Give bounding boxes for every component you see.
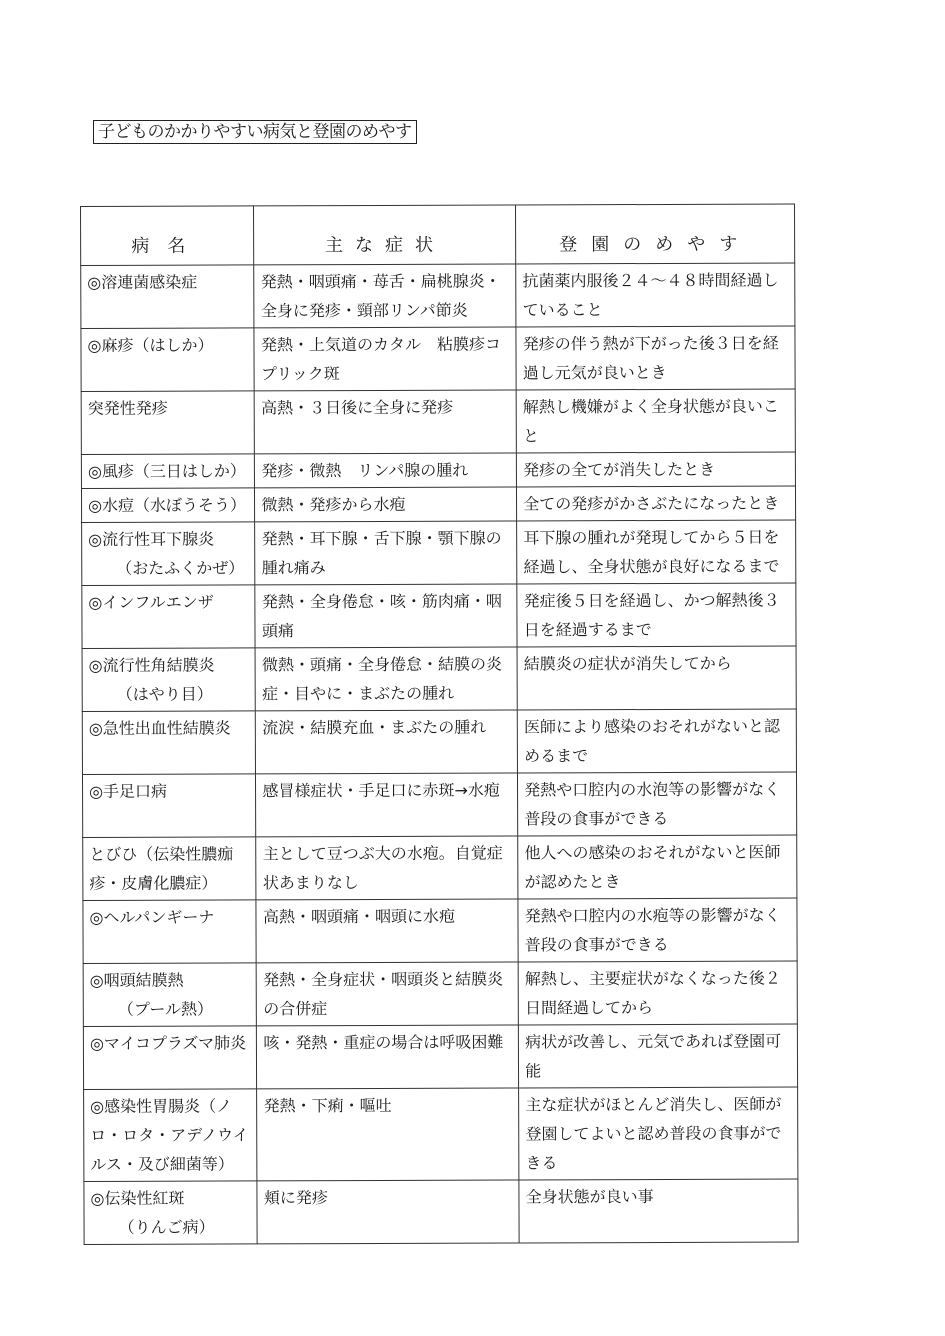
symptoms-cell: 発熱・上気道のカタル 粘膜疹コプリック斑: [254, 327, 516, 391]
table-row: [81, 263, 795, 328]
symptoms-cell: 発熱・下痢・嘔吐: [257, 1088, 519, 1181]
table-row: [81, 452, 795, 488]
symptoms-cell: 発熱・咽頭痛・苺舌・扁桃腺炎・全身に発疹・頸部リンパ節炎: [254, 264, 516, 328]
table-row: [82, 709, 796, 774]
disease-name-cell: [82, 585, 256, 649]
disease-name-line: ◎ヘルパンギーナ: [89, 907, 215, 927]
header-symptoms: 主な症状: [254, 205, 516, 265]
disease-name-cell: [83, 837, 257, 901]
disease-name-cell: [83, 900, 257, 964]
disease-name-cell: [83, 1026, 257, 1090]
disease-table: [80, 204, 799, 1245]
header-guideline: 登園のめやす: [516, 204, 795, 264]
table-row: [83, 835, 797, 900]
symptoms-cell: 感冒様症状・手足口に赤斑→水疱: [256, 773, 518, 837]
table-row: [81, 486, 795, 522]
disease-name-cell: [82, 648, 256, 712]
disease-name-line: ◎流行性角結膜炎: [88, 655, 215, 675]
table-row: [83, 961, 797, 1026]
symptoms-cell: 主として豆つぶ大の水疱。自覚症状あまりなし: [256, 836, 518, 900]
guideline-cell: 医師により感染のおそれがないと認めるまで: [517, 709, 796, 773]
guideline-cell: 発熱や口腔内の水疱等の影響がなく普段の食事ができる: [518, 898, 797, 962]
guideline-cell: 耳下腺の腫れが発現してから５日を経過し、全身状態が良好になるまで: [517, 520, 796, 584]
disease-name-line: （はやり目）: [116, 684, 213, 704]
disease-name-line: とびひ（伝染性膿痂疹・皮膚化膿症）: [89, 844, 234, 893]
disease-name-cell: [81, 488, 255, 523]
guideline-cell: 解熱し、主要症状がなくなった後２日間経過してから: [518, 961, 797, 1025]
disease-name-cell: [81, 328, 255, 392]
disease-name-line: ◎インフルエンザ: [88, 592, 214, 612]
symptoms-cell: 発疹・微熱 リンパ腺の腫れ: [255, 453, 517, 488]
table-row: [82, 772, 796, 837]
disease-name-line: ◎感染性胃腸炎（ノロ・ロタ・アデノウイルス・及び細菌等）: [90, 1096, 249, 1174]
disease-name-line: ◎急性出血性結膜炎: [88, 718, 231, 738]
guideline-cell: 発疹の伴う熱が下がった後３日を経過し元気が良いとき: [516, 326, 795, 390]
disease-name-cell: [84, 1181, 258, 1245]
symptoms-cell: 高熱・咽頭痛・咽頭に水疱: [256, 899, 518, 963]
guideline-cell: 主な症状がほとんど消失し、医師が登園してよいと認め普段の食事ができる: [519, 1087, 798, 1180]
symptoms-cell: 発熱・全身倦怠・咳・筋肉痛・咽頭痛: [255, 584, 517, 648]
guideline-cell: 全ての発疹がかさぶたになったとき: [517, 486, 796, 521]
symptoms-cell: 流涙・結膜充血・まぶたの腫れ: [256, 710, 518, 774]
disease-name-line: （りんご病）: [118, 1217, 215, 1237]
symptoms-cell: 微熱・頭痛・全身倦怠・結膜の炎症・目やに・まぶたの腫れ: [255, 647, 517, 711]
header-disease: 病名: [81, 206, 255, 266]
disease-name-cell: [82, 522, 256, 586]
guideline-cell: 病状が改善し、元気であれば登園可能: [519, 1024, 798, 1088]
guideline-cell: 発熱や口腔内の水泡等の影響がなく普段の食事ができる: [518, 772, 797, 836]
guideline-cell: 発症後５日を経過し、かつ解熱後３日を経過するまで: [517, 583, 796, 647]
document-title: 子どものかかりやすい病気と登園のめやす: [93, 120, 417, 144]
table-row: [81, 389, 795, 454]
disease-name-line: ◎咽頭結膜熱: [89, 970, 184, 990]
disease-name-line: ◎麻疹（はしか）: [87, 335, 214, 355]
guideline-cell: 全身状態が良い事: [519, 1179, 798, 1243]
symptoms-cell: 発熱・全身症状・咽頭炎と結膜炎の合併症: [257, 962, 519, 1026]
table-row: [83, 898, 797, 963]
disease-name-line: ◎流行性耳下腺炎: [88, 529, 215, 549]
table-row: [82, 646, 796, 711]
symptoms-cell: 微熱・発疹から水疱: [255, 487, 517, 522]
disease-name-line: ◎溶連菌感染症: [87, 272, 198, 292]
disease-name-line: ◎水痘（水ぼうそう）: [88, 495, 247, 515]
disease-name-line: ◎伝染性紅斑: [90, 1188, 185, 1208]
disease-name-cell: [81, 265, 255, 329]
table-row: [84, 1179, 798, 1244]
disease-name-line: 突発性発疹: [87, 398, 168, 418]
guideline-cell: 発疹の全てが消失したとき: [517, 452, 796, 487]
disease-name-cell: [82, 774, 256, 838]
disease-name-line: ◎風疹（三日はしか）: [87, 461, 246, 481]
table-row: [81, 326, 795, 391]
guideline-cell: 他人への感染のおそれがないと医師が認めたとき: [518, 835, 797, 899]
disease-name-line: （プール熱）: [117, 999, 214, 1019]
disease-name-cell: [81, 391, 255, 455]
disease-name-cell: [81, 454, 255, 489]
table-row: [83, 1024, 797, 1089]
table-row: [84, 1087, 798, 1181]
guideline-cell: 結膜炎の症状が消失してから: [517, 646, 796, 710]
table-row: [82, 520, 796, 585]
table-header-row: [81, 204, 795, 265]
symptoms-cell: 頬に発疹: [257, 1180, 519, 1244]
disease-name-cell: [84, 1089, 258, 1182]
symptoms-cell: 発熱・耳下腺・舌下腺・顎下腺の腫れ痛み: [255, 521, 517, 585]
symptoms-cell: 高熱・３日後に全身に発疹: [255, 390, 517, 454]
disease-name-line: ◎手足口病: [89, 781, 168, 801]
disease-name-line: ◎マイコプラズマ肺炎: [89, 1033, 247, 1053]
guideline-cell: 解熱し機嫌がよく全身状態が良いこと: [516, 389, 795, 453]
disease-name-line: （おたふくかぜ）: [116, 558, 245, 578]
symptoms-cell: 咳・発熱・重症の場合は呼吸困難: [257, 1025, 519, 1089]
table-row: [82, 583, 796, 648]
guideline-cell: 抗菌薬内服後２４～４８時間経過していること: [516, 263, 795, 327]
disease-name-cell: [82, 711, 256, 775]
disease-name-cell: [83, 963, 257, 1027]
